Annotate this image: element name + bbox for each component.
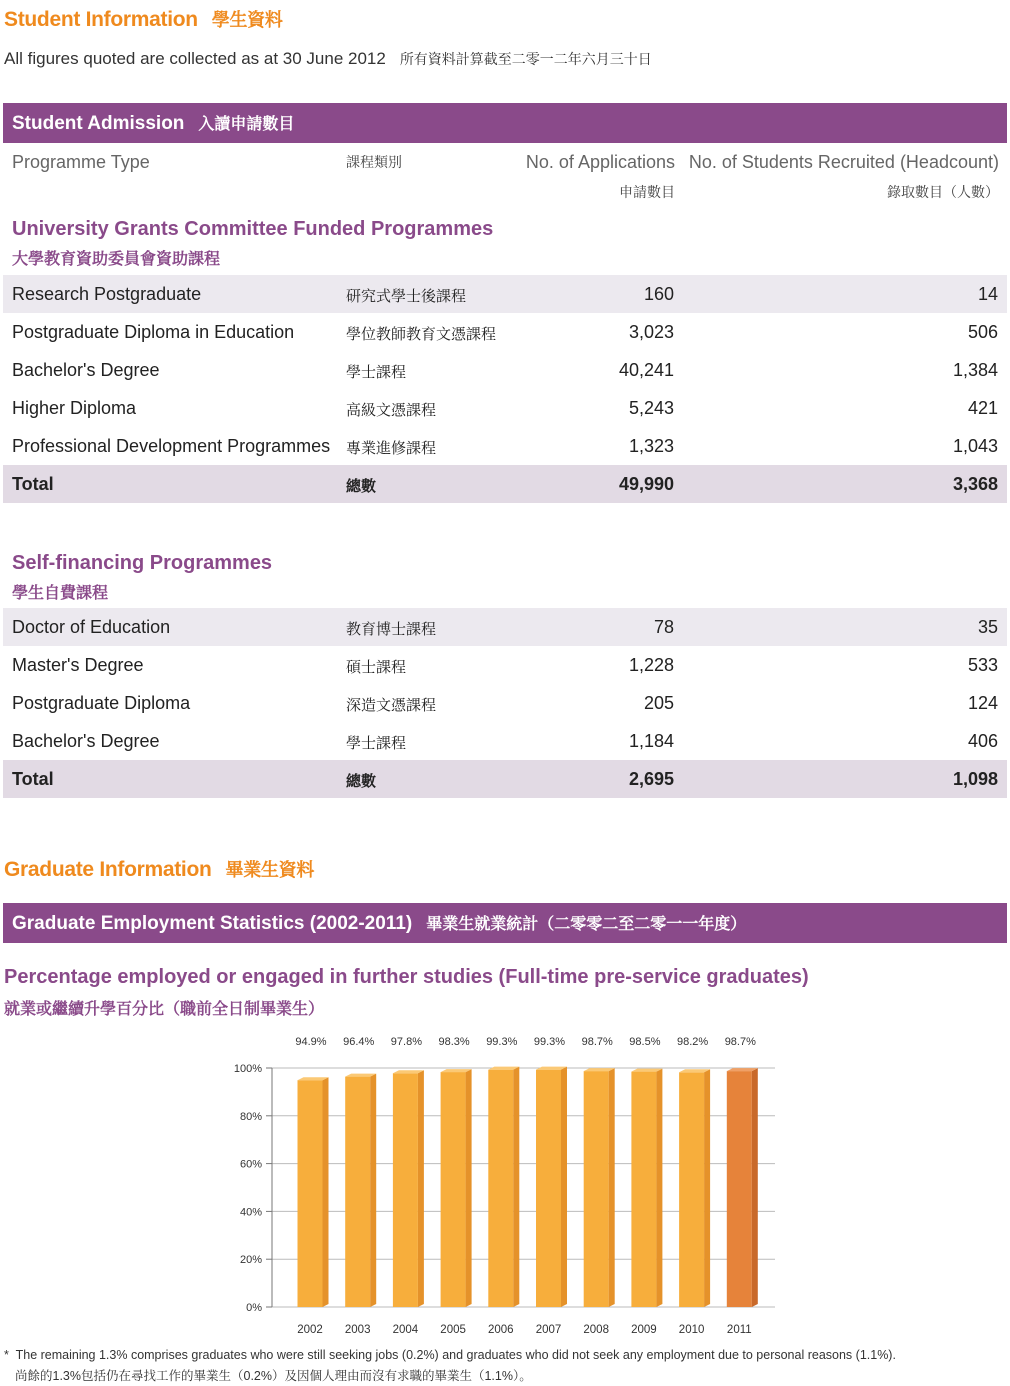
programme-name: Research Postgraduate	[12, 284, 202, 304]
footnote-line-1	[4, 1348, 896, 1362]
y-tick-label: 100%	[233, 1063, 262, 1075]
applications-value: 3,023	[628, 322, 674, 342]
programme-name-zh: 學士課程	[346, 735, 407, 752]
total-label: Total	[12, 474, 54, 494]
x-tick-label: 2009	[631, 1324, 657, 1336]
total-label: Total	[12, 769, 54, 789]
data-label: 99.3%	[486, 1036, 518, 1048]
ugc-group-title-zh: 大學教育資助委員會資助課程	[12, 251, 221, 268]
data-label: 97.8%	[390, 1036, 423, 1048]
recruited-value: 421	[967, 398, 998, 418]
programme-name: Doctor of Education	[12, 617, 171, 637]
recruited-value: 406	[967, 731, 998, 751]
student-info-title-en: Student Information	[4, 8, 198, 31]
student-info-title	[4, 6, 283, 32]
y-tick-label: 80%	[239, 1110, 262, 1123]
total-recruited: 3,368	[952, 474, 998, 494]
x-tick-label: 2010	[678, 1324, 705, 1336]
applications-value: 78	[653, 617, 674, 637]
table-row	[3, 351, 1007, 389]
collection-note	[4, 49, 652, 69]
programme-name-zh: 高級文憑課程	[346, 402, 437, 419]
table-row	[3, 313, 1007, 351]
programme-name-zh: 學士課程	[346, 364, 407, 381]
programme-name-zh: 研究式學士後課程	[346, 288, 467, 305]
recruited-value: 533	[967, 655, 998, 675]
ugc-group-title: University Grants Committee Funded Programmes	[12, 218, 494, 240]
data-labels	[295, 1036, 756, 1048]
table-row	[3, 389, 1007, 427]
applications-value: 160	[643, 284, 674, 304]
employment-stats-band	[3, 903, 1007, 943]
col-applications-zh: 申請數目	[619, 184, 675, 200]
programme-name: Postgraduate Diploma	[12, 693, 191, 713]
programme-name-zh: 深造文憑課程	[346, 697, 437, 714]
footnote-mark: *	[4, 1348, 9, 1362]
x-tick-label: 2007	[535, 1324, 562, 1336]
x-tick-label: 2003	[344, 1324, 371, 1336]
programme-name: Bachelor's Degree	[12, 731, 160, 751]
bar-2011	[727, 1068, 758, 1307]
bar-2003	[345, 1074, 376, 1307]
table-row	[3, 684, 1007, 722]
bar-2006	[488, 1067, 519, 1307]
student-info-title-zh: 學生資料	[211, 10, 283, 30]
student-admission-band	[3, 103, 1007, 143]
total-label-zh: 總數	[346, 478, 377, 495]
x-tick-label: 2011	[726, 1324, 752, 1336]
bar-2002	[298, 1077, 329, 1307]
programme-name-zh: 碩士課程	[346, 659, 407, 676]
data-label: 94.9%	[295, 1036, 327, 1048]
recruited-value: 35	[977, 617, 998, 637]
bar-2010	[679, 1069, 710, 1307]
applications-value: 1,184	[628, 731, 674, 751]
collection-note-zh: 所有資料計算截至二零一二年六月三十日	[399, 51, 652, 67]
programme-name: Master's Degree	[12, 655, 144, 675]
y-tick-label: 20%	[239, 1254, 262, 1267]
y-tick-label: 40%	[239, 1206, 262, 1219]
data-label: 98.2%	[676, 1036, 709, 1048]
recruited-value: 14	[977, 284, 998, 304]
total-applications: 49,990	[618, 474, 674, 494]
data-label: 98.7%	[581, 1036, 613, 1048]
graduate-info-title	[4, 856, 314, 882]
x-tick-label: 2008	[583, 1324, 609, 1336]
col-recruited: No. of Students Recruited (Headcount)	[688, 152, 999, 172]
ugc-table	[3, 275, 1007, 503]
recruited-value: 506	[967, 322, 998, 342]
programme-name-zh: 專業進修課程	[346, 440, 437, 457]
collection-note-en: All figures quoted are collected as at 30 June 2012	[4, 49, 386, 68]
employment-stats-title-zh: 畢業生就業統計（二零零二至二零一一年度）	[426, 916, 747, 933]
bar-2007	[536, 1067, 567, 1307]
x-tick-label: 2005	[440, 1324, 466, 1336]
data-label: 99.3%	[533, 1036, 566, 1048]
bar-2008	[584, 1068, 615, 1307]
graduate-info-title-en: Graduate Information	[4, 858, 212, 881]
table-row	[3, 722, 1007, 760]
chart-title-zh: 就業或繼續升學百分比（職前全日制畢業生）	[4, 1001, 325, 1018]
self-financing-group-title-zh: 學生自費課程	[12, 585, 109, 602]
total-recruited: 1,098	[952, 769, 998, 789]
bar-2004	[393, 1070, 424, 1307]
x-tick-label: 2002	[297, 1324, 323, 1336]
chart-bars	[298, 1067, 758, 1307]
total-row	[3, 760, 1007, 798]
applications-value: 205	[643, 693, 674, 713]
total-applications: 2,695	[628, 769, 674, 789]
programme-name: Higher Diploma	[12, 398, 137, 418]
total-row	[3, 465, 1007, 503]
programme-name-zh: 教育博士課程	[346, 621, 437, 638]
self-financing-table	[3, 608, 1007, 798]
table-row	[3, 275, 1007, 313]
col-programme-type: Programme Type	[12, 152, 150, 172]
student-admission-title: Student Admission	[12, 113, 185, 134]
applications-value: 5,243	[628, 398, 674, 418]
programme-name-zh: 學位教師教育文憑課程	[346, 326, 497, 343]
y-axis-ticks	[234, 1063, 262, 1314]
programme-name: Professional Development Programmes	[12, 436, 331, 456]
graduate-info-title-zh: 畢業生資料	[225, 860, 315, 880]
col-applications: No. of Applications	[525, 152, 675, 172]
data-label: 98.7%	[724, 1036, 756, 1048]
chart-title: Percentage employed or engaged in further studies (Full-time pre-service graduates)	[4, 966, 809, 988]
self-financing-group-title: Self-financing Programmes	[12, 552, 273, 574]
employment-stats-title: Graduate Employment Statistics (2002-2011)	[12, 913, 413, 934]
applications-value: 40,241	[618, 360, 674, 380]
bar-2005	[441, 1069, 472, 1307]
total-label-zh: 總數	[346, 773, 377, 790]
programme-name: Postgraduate Diploma in Education	[12, 322, 295, 342]
x-tick-label: 2006	[488, 1324, 514, 1336]
student-admission-title-zh: 入讀申請數目	[198, 116, 295, 133]
data-label: 98.5%	[629, 1036, 661, 1048]
bar-2009	[631, 1069, 662, 1307]
recruited-value: 1,043	[952, 436, 998, 456]
applications-value: 1,228	[628, 655, 674, 675]
applications-value: 1,323	[628, 436, 674, 456]
x-tick-label: 2004	[392, 1324, 419, 1336]
y-tick-label: 60%	[239, 1158, 262, 1171]
y-tick-label: 0%	[246, 1302, 262, 1314]
table-row	[3, 646, 1007, 684]
recruited-value: 124	[967, 693, 998, 713]
data-label: 98.3%	[438, 1036, 470, 1048]
table-row	[3, 427, 1007, 465]
x-axis-ticks	[297, 1324, 751, 1336]
col-recruited-zh: 錄取數目（人數）	[887, 184, 999, 200]
col-programme-type-zh: 課程類別	[346, 154, 402, 170]
table-row	[3, 608, 1007, 646]
employment-bar-chart	[0, 1030, 1010, 1346]
recruited-value: 1,384	[952, 360, 998, 380]
data-label: 96.4%	[343, 1036, 375, 1048]
footnote-text: The remaining 1.3% comprises graduates who were still seeking jobs (0.2%) and graduates who did not seek any employment due to personal reasons (1.1%).	[15, 1348, 896, 1362]
footnote-line-2: 尚餘的1.3%包括仍在尋找工作的畢業生（0.2%）及因個人理由而沒有求職的畢業生（1.1%）。	[15, 1369, 532, 1383]
programme-name: Bachelor's Degree	[12, 360, 160, 380]
